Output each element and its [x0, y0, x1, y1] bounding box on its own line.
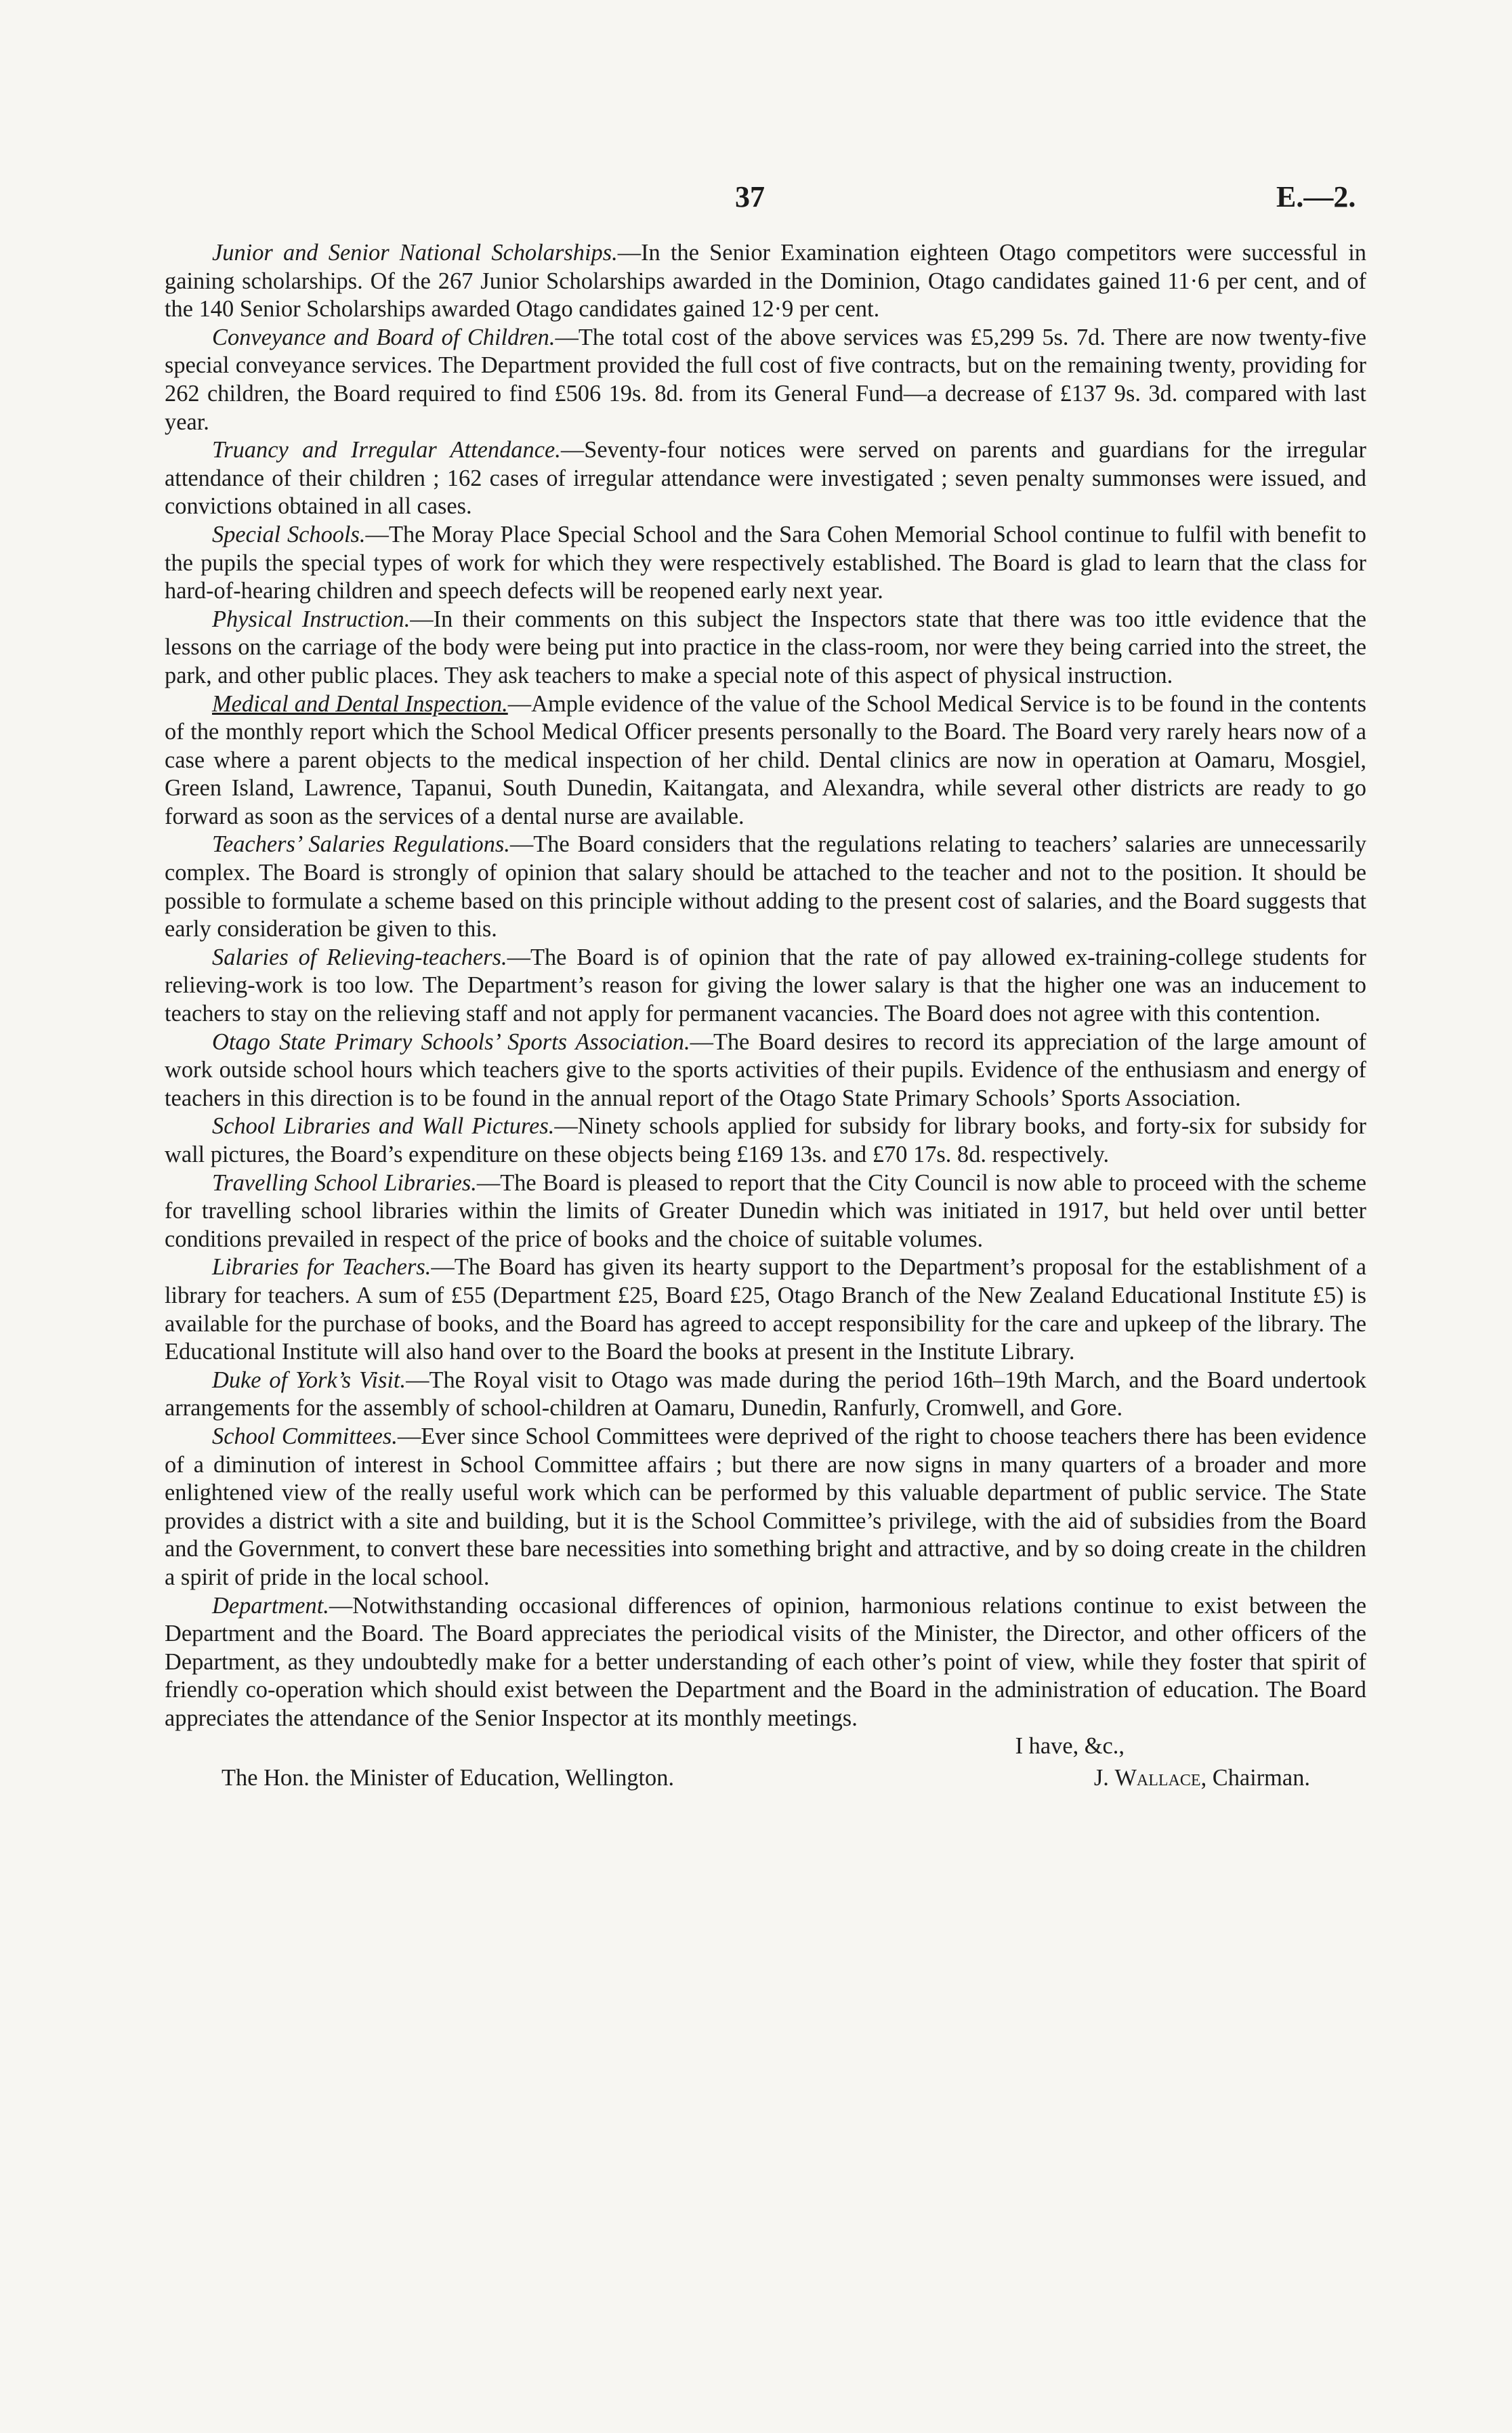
- paragraph-scholarships: [165, 239, 1366, 324]
- paragraph-heading: Libraries for Teachers.: [212, 1254, 432, 1281]
- paragraph-text: —In their comments on this subject the Inspectors state that there was too ittle evidence that the lessons on the carriage of the body were being put into practice in the class-room, nor were they being carried into the street, the park, and other public places. They ask teachers to make a special note of this aspect of physical instruction.: [165, 606, 1367, 688]
- paragraph-text: —The Board has given its hearty support to the Department’s proposal for the establishment of a library for teachers. A sum of £55 (Department £25, Board £25, Otago Branch of the New Zealand Educational Institute £5) is available for the purchase of books, and the Board has agreed to accept responsibility for the care and upkeep of the library. The Educational Institute will also hand over to the Board the books at present in the Institute Library.: [165, 1254, 1366, 1365]
- paragraph-relieving-teachers: [165, 944, 1366, 1028]
- paragraph-heading: Department.: [212, 1592, 329, 1619]
- paragraph-heading: Otago State Primary Schools’ Sports Association.: [212, 1028, 690, 1055]
- document-reference: E.—2.: [1276, 180, 1356, 213]
- paragraph-libraries-teachers: [165, 1253, 1366, 1366]
- paragraph-text: —Seventy-four notices were served on parents and guardians for the irregular attendance of their children ; 162 cases of irregular attendance were investigated ; seven penalty summonses were issued, and convictions obtained in all cases.: [165, 437, 1366, 520]
- paragraph-text: —The Board is of opinion that the rate of pay allowed ex-training-college students for relieving-work is too low. The Department’s reason for giving the lower salary is that the higher one was an inducement to teachers to stay on the relieving staff and not apply for permanent vacancies. The Board does not agree with this contention.: [165, 944, 1366, 1027]
- paragraph-text: —The Royal visit to Otago was made during the period 16th–19th March, and the Board undertook arrangements for the assembly of school-children at Oamaru, Dunedin, Ranfurly, Cromwell, and Gore.: [165, 1367, 1366, 1421]
- paragraph-truancy: [165, 436, 1366, 521]
- paragraph-text: —The Board desires to record its appreciation of the large amount of work outside school hours which teachers give to the sports activities of their pupils. Evidence of the enthusiasm and energy of teachers in this direction is to be found in the annual report of the Otago State Primary Schools’ Sports Association.: [165, 1028, 1366, 1111]
- paragraph-text: —The total cost of the above services was £5,299 5s. 7d. There are now twenty-five special conveyance services. The Department provided the full cost of five contracts, but on the remaining twenty, providing for 262 children, the Board required to find £506 19s. 8d. from its General Fund—a decrease of £137 9s. 3d. compared with last year.: [165, 324, 1366, 435]
- paragraph-royal-visit: [165, 1367, 1366, 1423]
- paragraph-school-libraries: [165, 1112, 1366, 1169]
- paragraph-text: —The Board is pleased to report that the City Council is now able to proceed with the scheme for travelling school libraries within the limits of Greater Dunedin which was initiated in 1917, but held over until better conditions prevailed in respect of the price of books and the choice of suitable volumes.: [165, 1169, 1366, 1252]
- paragraph-travelling-libraries: [165, 1169, 1366, 1254]
- paragraph-heading: School Committees.: [212, 1423, 398, 1449]
- signatory-surname: Wallace: [1114, 1765, 1201, 1791]
- paragraph-text: —Ample evidence of the value of the School Medical Service is to be found in the contents of the monthly report which the School Medical Officer presents personally to the Board. The Board very rarely hears now of a case where a parent objects to the medical inspection of her child. Dental clinics are now in operation at Oamaru, Mosgiel, Green Island, Lawrence, Tapanui, South Dunedin, Kaitangata, and Alexandra, while several other districts are ready to go forward as soon as the services of a dental nurse are available.: [165, 690, 1366, 829]
- paragraph-text: —Ninety schools applied for subsidy for library books, and forty-six for subsidy for wall pictures, the Board’s expenditure on these objects being £169 13s. and £70 17s. 8d. respectively.: [165, 1113, 1367, 1167]
- paragraph-medical-dental: [165, 690, 1366, 831]
- paragraph-conveyance: [165, 324, 1366, 436]
- paragraph-heading: Truancy and Irregular Attendance.: [212, 437, 561, 463]
- signoff-row: [165, 1764, 1366, 1793]
- paragraph-heading: Medical and Dental Inspection.: [212, 690, 508, 717]
- signature-block: [1094, 1764, 1310, 1793]
- paragraph-sports-association: [165, 1028, 1366, 1113]
- paragraph-heading: Salaries of Relieving-teachers.: [212, 944, 507, 970]
- paragraph-special-schools: [165, 521, 1366, 606]
- paragraph-heading: Junior and Senior National Scholarships.: [212, 240, 618, 266]
- page-number: 37: [735, 180, 765, 213]
- signatory-initial: J.: [1093, 1765, 1115, 1791]
- closing-salutation: I have, &c.,: [1015, 1733, 1125, 1760]
- paragraph-text: —The Board considers that the regulations relating to teachers’ salaries are unnecessarily complex. The Board is strongly of opinion that salary should be attached to the teacher and not to the position. It should be possible to formulate a scheme based on this principle without adding to the present cost of salaries, and the Board suggests that early consideration be given to this.: [165, 831, 1367, 942]
- paragraph-department: [165, 1592, 1366, 1733]
- paragraph-text: —Notwithstanding occasional differences of opinion, harmonious relations continue to exist between the Department and the Board. The Board appreciates the periodical visits of the Minister, the Director, and other officers of the Department, as they undoubtedly make for a better understanding of each other’s point of view, while they foster that spirit of friendly co-operation which should exist between the Department and the Board in the administration of education. The Board appreciates the attendance of the Senior Inspector at its monthly meetings.: [165, 1592, 1366, 1731]
- paragraph-heading: Duke of York’s Visit.: [212, 1367, 406, 1393]
- paragraph-school-committees: [165, 1423, 1366, 1592]
- signatory-title: , Chairman.: [1200, 1765, 1310, 1791]
- paragraph-physical-instruction: [165, 606, 1366, 690]
- paragraph-heading: Teachers’ Salaries Regulations.: [212, 831, 510, 858]
- paragraph-heading: Conveyance and Board of Children.: [212, 324, 555, 350]
- paragraph-salaries-regulations: [165, 831, 1366, 943]
- paragraph-heading: Special Schools.: [212, 521, 366, 547]
- body-text: [165, 239, 1366, 1793]
- paragraph-heading: School Libraries and Wall Pictures.: [212, 1113, 555, 1140]
- recipient-address: The Hon. the Minister of Education, Wellington.: [222, 1765, 675, 1791]
- paragraph-heading: Physical Instruction.: [212, 606, 411, 632]
- paragraph-text: —In the Senior Examination eighteen Otago competitors were successful in gaining scholarships. Of the 267 Junior Scholarships awarded in the Dominion, Otago candidates gained 11·6 per cent, and of the 140 Senior Scholarships awarded Otago candidates gained 12·9 per cent.: [165, 240, 1366, 323]
- paragraph-heading: Travelling School Libraries.: [212, 1169, 477, 1196]
- paragraph-text: —Ever since School Committees were deprived of the right to choose teachers there has been evidence of a diminution of interest in School Committee affairs ; but there are now signs in many quarters of a broader and more enlightened view of the really useful work which can be performed by this valuable department of public service. The State provides a district with a site and building, but it is the School Committee’s privilege, with the aid of subsidies from the Board and the Government, to convert these bare necessities into something bright and attractive, and by so doing create in the children a spirit of pride in the local school.: [165, 1423, 1366, 1590]
- paragraph-text: —The Moray Place Special School and the Sara Cohen Memorial School continue to fulfil with benefit to the pupils the special types of work for which they were respectively established. The Board is glad to learn that the class for hard-of-hearing children and speech defects will be reopened early next year.: [165, 521, 1367, 604]
